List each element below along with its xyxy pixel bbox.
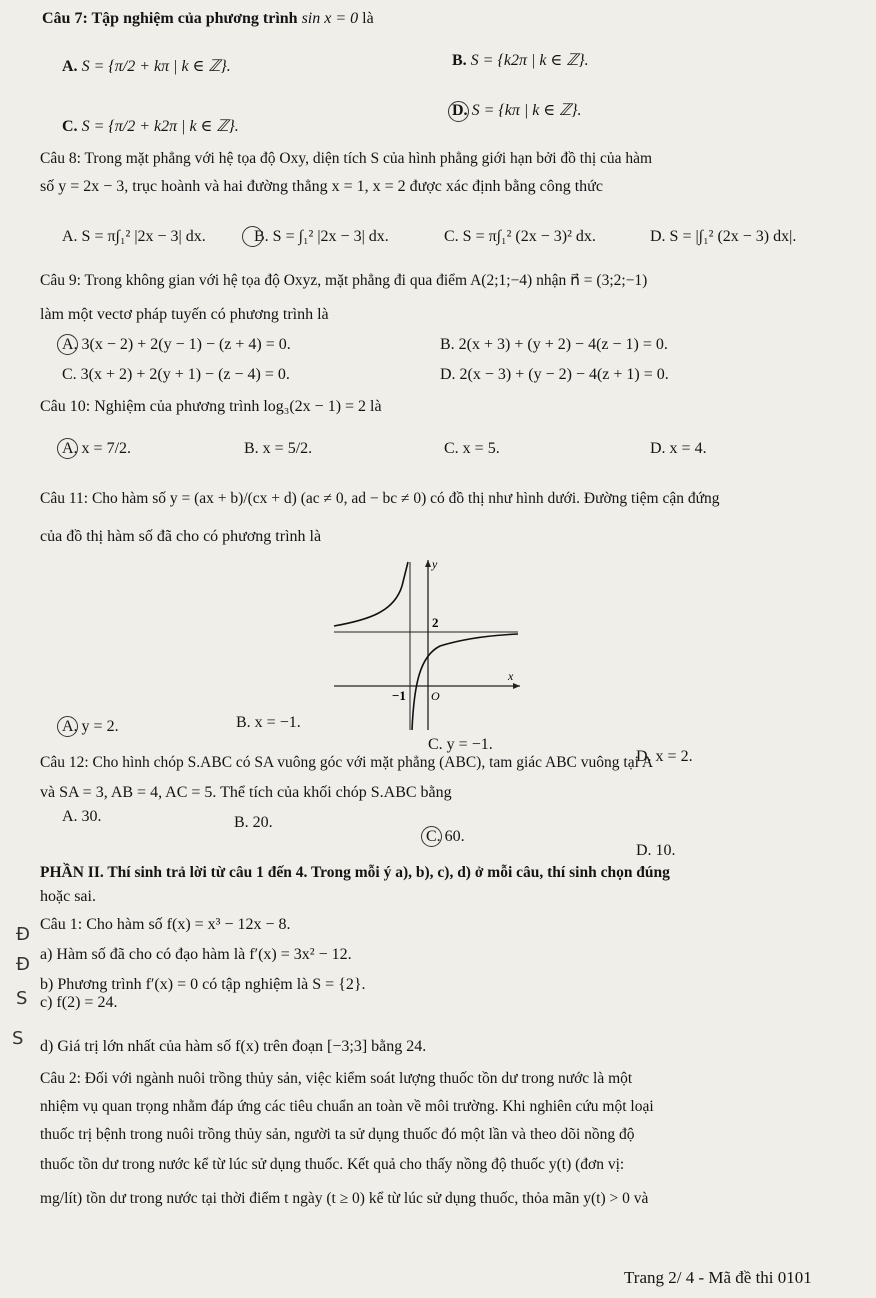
part2-q1-stem: Câu 1: Cho hàm số f(x) = x³ − 12x − 8. <box>40 916 291 933</box>
q9-option-d: D. 2(x − 3) + (y − 2) − 4(z + 1) = 0. <box>440 366 669 383</box>
part2-q2-line1: Câu 2: Đối với ngành nuôi trồng thủy sản, việc kiểm soát lượng thuốc tồn dư trong nước là một <box>40 1070 633 1087</box>
answer-circle-mark <box>448 101 469 122</box>
answer-circle-mark <box>57 716 78 737</box>
part2-q1-b: b) Phương trình f′(x) = 0 có tập nghiệm là S = {2}. <box>40 976 366 993</box>
q11-option-c: C. y = −1. <box>428 736 493 753</box>
q11-option-a: A. y = 2. <box>62 718 119 735</box>
q7-option-d: D. S = {kπ | k ∈ ℤ}. <box>452 102 582 119</box>
part2-q1-c: c) f(2) = 24. <box>40 994 118 1011</box>
q12-option-d: D. 10. <box>636 842 676 859</box>
q7-stem: Câu 7: Tập nghiệm của phương trình sin x = 0 là <box>42 10 374 27</box>
q9-option-c: C. 3(x + 2) + 2(y + 1) − (z − 4) = 0. <box>62 366 290 383</box>
part2-q2-line3: thuốc trị bệnh trong nuôi trồng thủy sản, người ta sử dụng thuốc đó một lần và theo dõi nồng độ <box>40 1126 635 1143</box>
answer-circle-mark <box>421 826 442 847</box>
answer-circle-mark <box>57 334 78 355</box>
handwritten-mark-d: S <box>12 1028 24 1049</box>
q12-line2: và SA = 3, AB = 4, AC = 5. Thể tích của khối chóp S.ABC bằng <box>40 784 452 801</box>
q8-option-c: C. S = π∫₁² (2x − 3)² dx. <box>444 228 596 245</box>
q11-line2: của đồ thị hàm số đã cho có phương trình là <box>40 528 322 545</box>
part2-q2-line4: thuốc tồn dư trong nước kể từ lúc sử dụng thuốc. Kết quả cho thấy nồng độ thuốc y(t) (đơn vị: <box>40 1156 625 1173</box>
q10-option-d: D. x = 4. <box>650 440 707 457</box>
q9-line1: Câu 9: Trong không gian với hệ tọa độ Oxyz, mặt phẳng đi qua điểm A(2;1;−4) nhận n⃗ = (3;2;−1) <box>40 272 648 289</box>
part2-heading-line1: PHẦN II. Thí sinh trả lời từ câu 1 đến 4. Trong mỗi ý a), b), c), d) ở mỗi câu, thí sinh chọn đúng <box>40 864 670 881</box>
handwritten-mark-a: Đ <box>16 924 30 945</box>
asymptote-y-label: 2 <box>432 615 439 630</box>
q10-option-b: B. x = 5/2. <box>244 440 313 457</box>
part2-q1-a: a) Hàm số đã cho có đạo hàm là f′(x) = 3x² − 12. <box>40 946 352 963</box>
q11-line1: Câu 11: Cho hàm số y = (ax + b)/(cx + d) (ac ≠ 0, ad − bc ≠ 0) có đồ thị như hình dưới. Đường tiệm cận đứng <box>40 490 720 507</box>
x-axis-arrow <box>513 683 520 689</box>
rational-function-graph <box>328 554 524 734</box>
origin-label: O <box>431 689 440 703</box>
q8-line2: số y = 2x − 3, trục hoành và hai đường thẳng x = 1, x = 2 được xác định bằng công thức <box>40 178 603 195</box>
q9-option-a: A. 3(x − 2) + 2(y − 1) − (z + 4) = 0. <box>62 336 291 353</box>
x-axis-label: x <box>508 669 514 683</box>
q12-line1: Câu 12: Cho hình chóp S.ABC có SA vuông góc với mặt phẳng (ABC), tam giác ABC vuông tại A <box>40 754 654 771</box>
q8-option-a: A. S = π∫₁² |2x − 3| dx. <box>62 228 206 245</box>
q8-line1: Câu 8: Trong mặt phẳng với hệ tọa độ Oxy, diện tích S của hình phẳng giới hạn bởi đồ thị của hàm <box>40 150 653 167</box>
q9-line2: làm một vectơ pháp tuyến có phương trình là <box>40 306 329 323</box>
asymptote-x-label: −1 <box>392 688 406 703</box>
y-axis-arrow <box>425 560 431 567</box>
answer-circle-mark <box>242 226 263 247</box>
part2-q2-line5: mg/lít) tồn dư trong nước tại thời điểm t ngày (t ≥ 0) kể từ lúc sử dụng thuốc, thỏa mãn y(t) > 0 và <box>40 1190 649 1207</box>
q7-option-a: A. S = {π/2 + kπ | k ∈ ℤ}. <box>62 58 231 75</box>
part2-heading-line2: hoặc sai. <box>40 888 96 905</box>
part2-q1-d: d) Giá trị lớn nhất của hàm số f(x) trên đoạn [−3;3] bằng 24. <box>40 1038 427 1055</box>
q12-option-c: C. 60. <box>426 828 465 845</box>
q11-option-b: B. x = −1. <box>236 714 301 731</box>
q8-option-b: B. S = ∫₁² |2x − 3| dx. <box>254 228 389 245</box>
q7-option-b: B. S = {k2π | k ∈ ℤ}. <box>452 52 589 69</box>
page-footer: Trang 2/ 4 - Mã đề thi 0101 <box>624 1268 812 1287</box>
q8-option-d: D. S = |∫₁² (2x − 3) dx|. <box>650 228 797 245</box>
q12-option-b: B. 20. <box>234 814 273 831</box>
q10-option-c: C. x = 5. <box>444 440 500 457</box>
answer-circle-mark <box>57 438 78 459</box>
q7-option-c: C. S = {π/2 + k2π | k ∈ ℤ}. <box>62 118 239 135</box>
graph-left-branch <box>334 562 408 626</box>
handwritten-mark-c: S <box>16 988 28 1009</box>
q9-option-b: B. 2(x + 3) + (y + 2) − 4(z − 1) = 0. <box>440 336 668 353</box>
q12-option-a: A. 30. <box>62 808 102 825</box>
part2-q2-line2: nhiệm vụ quan trọng nhằm đáp ứng các tiêu chuẩn an toàn về môi trường. Khi nghiên cứu một loại <box>40 1098 654 1115</box>
q10-stem: Câu 10: Nghiệm của phương trình log₃(2x − 1) = 2 là <box>40 398 382 415</box>
q11-option-d: D. x = 2. <box>636 748 693 765</box>
q10-option-a: A. x = 7/2. <box>62 440 132 457</box>
y-axis-label: y <box>432 557 438 571</box>
handwritten-mark-b: Đ <box>16 954 30 975</box>
